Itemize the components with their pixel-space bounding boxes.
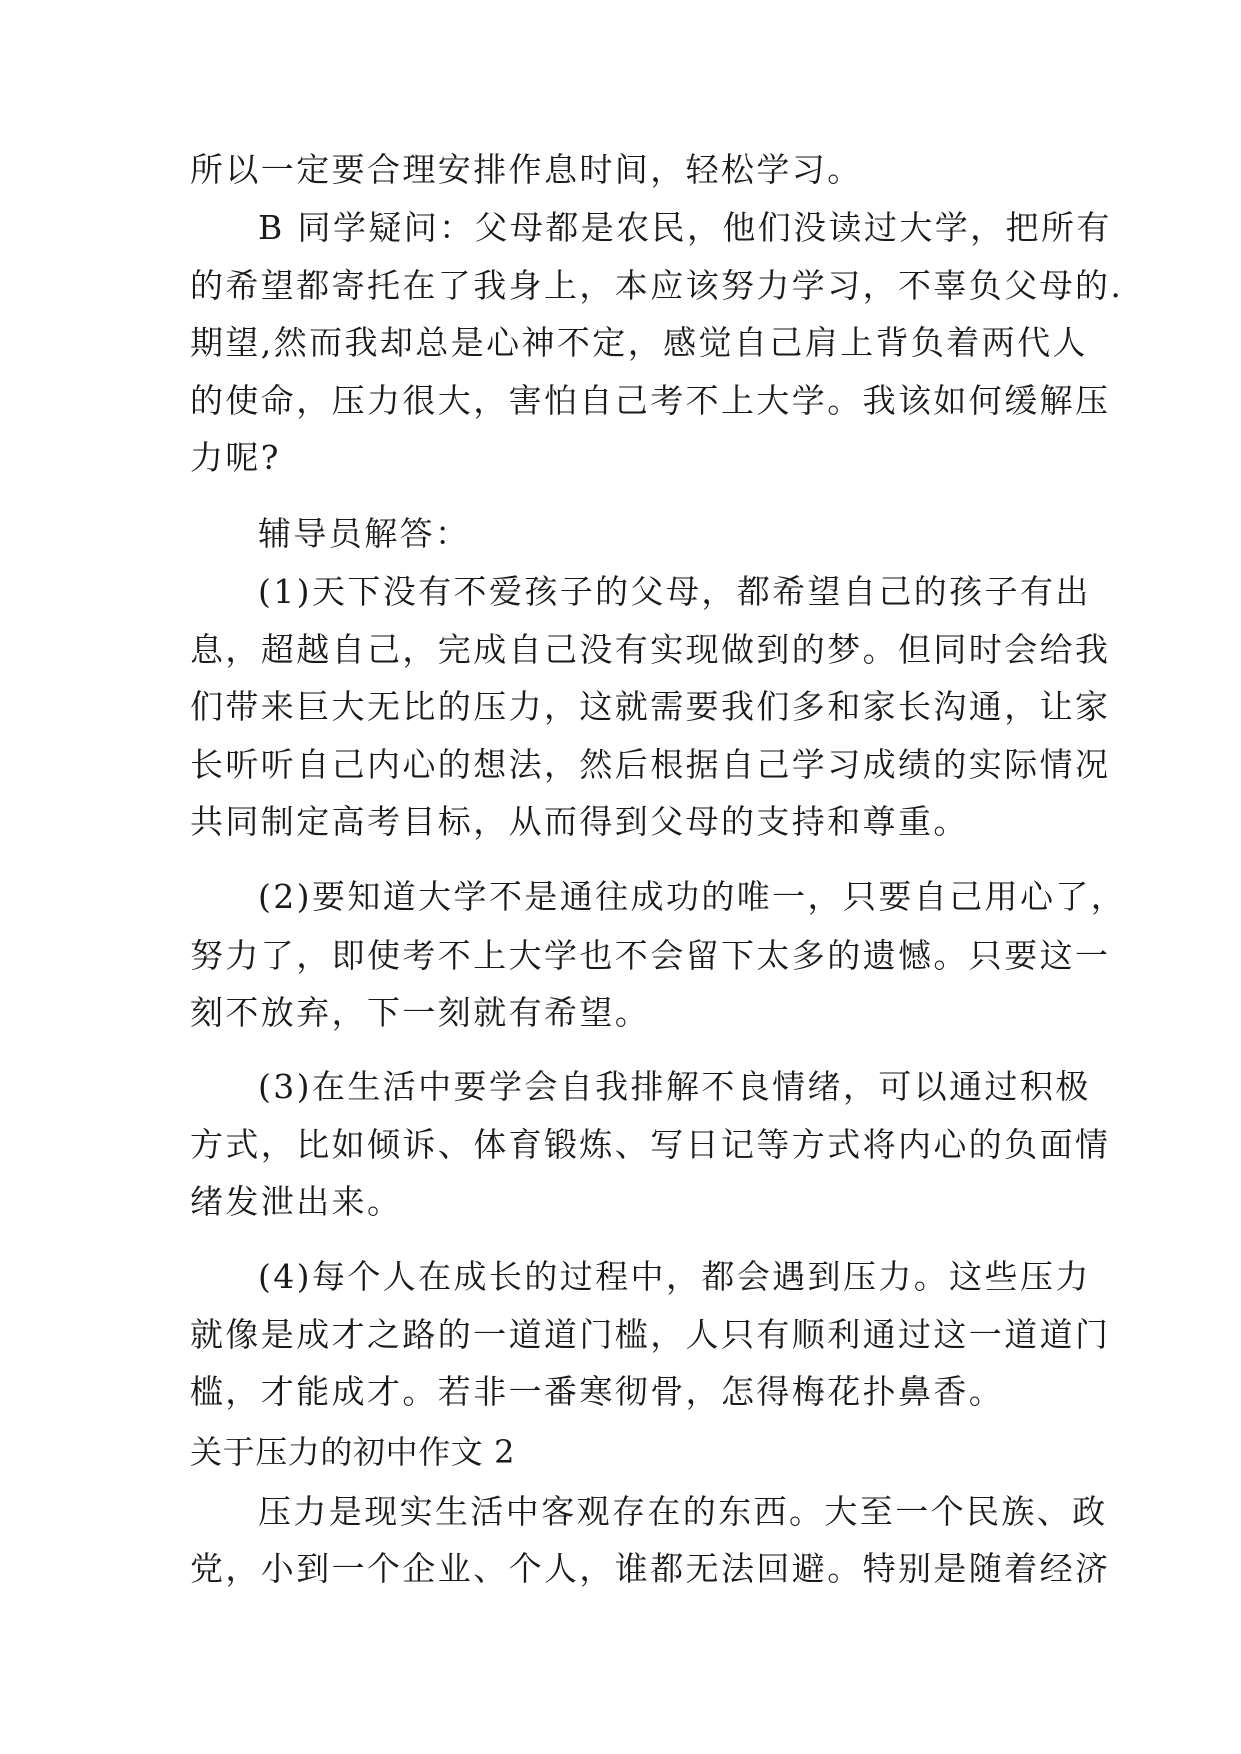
section-heading: 关于压力的初中作文 2	[190, 1433, 516, 1471]
text-line: 刻不放弃，下一刻就有希望。	[190, 993, 651, 1032]
text-line: 共同制定高考目标，从而得到父母的支持和尊重。	[190, 802, 969, 841]
text-line: 压力是现实生活中客观存在的东西。大至一个民族、政	[258, 1492, 1108, 1531]
text-line: (1)天下没有不爱孩子的父母，都希望自己的孩子有出	[258, 572, 1091, 611]
text-line: 长听听自己内心的想法，然后根据自己学习成绩的实际情况	[190, 745, 1111, 784]
text-line: 辅导员解答：	[258, 514, 471, 553]
text-line: 方式，比如倾诉、体育锻炼、写日记等方式将内心的负面情	[190, 1125, 1111, 1164]
text-line: 们带来巨大无比的压力，这就需要我们多和家长沟通，让家	[190, 687, 1111, 726]
text-line: (3)在生活中要学会自我排解不良情绪，可以通过积极	[258, 1067, 1091, 1106]
text-line: 期望,然而我却总是心神不定，感觉自己肩上背负着两代人	[190, 323, 1088, 362]
text-line: 努力了，即使考不上大学也不会留下太多的遗憾。只要这一	[190, 936, 1111, 975]
text-line: 槛，才能成才。若非一番寒彻骨，怎得梅花扑鼻香。	[190, 1372, 1005, 1411]
text-line: 息，超越自己，完成自己没有实现做到的梦。但同时会给我	[190, 630, 1111, 669]
text-line: B 同学疑问：父母都是农民，他们没读过大学，把所有	[258, 208, 1112, 247]
text-line: 所以一定要合理安排作息时间，轻松学习。	[190, 150, 863, 189]
text-line: (4)每个人在成长的过程中，都会遇到压力。这些压力	[258, 1257, 1091, 1296]
text-line: 就像是成才之路的一道道门槛，人只有顺利通过这一道道门	[190, 1315, 1111, 1354]
text-line: 的使命，压力很大，害怕自己考不上大学。我该如何缓解压	[190, 381, 1111, 420]
text-line: 力呢?	[190, 438, 281, 477]
text-line: 的希望都寄托在了我身上，本应该努力学习，不辜负父母的.	[190, 266, 1124, 305]
text-line: 党，小到一个企业、个人，谁都无法回避。特别是随着经济	[190, 1549, 1111, 1588]
text-line: (2)要知道大学不是通往成功的唯一，只要自己用心了，	[258, 877, 1127, 916]
text-line: 绪发泄出来。	[190, 1182, 403, 1221]
